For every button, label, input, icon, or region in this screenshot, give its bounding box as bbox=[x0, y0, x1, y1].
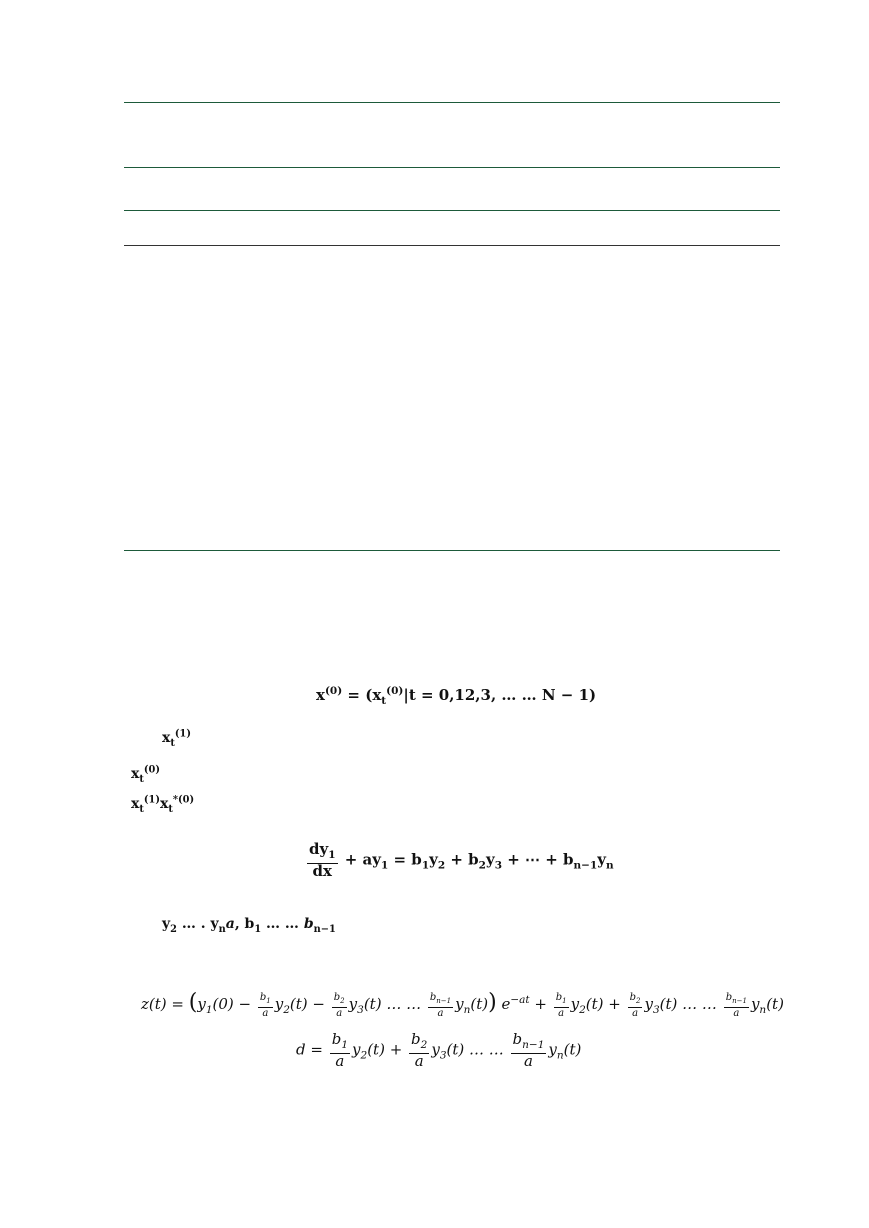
paragraph-4: $y_2$ … . $y_na$, $b_1$ … … $b_{n-1}$ bbox=[162, 916, 336, 935]
equation-6b: d = $\frac{b_1}{a}$ $y_2(t)$ + $\frac{b_2}{a}$ $y_3(t)$ … … $\frac{b_{n-1}}{a}$ $y_n(t)$ bbox=[296, 1030, 582, 1070]
table2-top-rule bbox=[124, 210, 780, 211]
paragraph-2-cont: $x_t^{(0)}$ bbox=[131, 764, 160, 785]
paragraph-2: $x_t^{(1)}$ bbox=[162, 728, 191, 749]
equation-5: $\frac{dy_1}{dx}$ + $ay_1 = b_1y_2 + b_2y_3$ + ⋯ + $b_{n-1}y_n$ bbox=[309, 840, 614, 880]
equation-6a: $z(t) = (y_1(0)$ − $\frac{b_1}{a}$ $y_2(t)$ − $\frac{b_2}{a}$ $y_3(t)$ … … $\frac{b_{n-1}}{a}$ $y_n(t)$) $e^{-at}$ + $\frac{b_1}{a}$ $y_2(t)$ + $\frac{b_2}{a}$ $y_3(t)$ … … $\frac{b_{n-1}}{a}$ $y_n(t)$ bbox=[141, 990, 784, 1019]
table2-header-rule bbox=[124, 245, 780, 246]
paragraph-2-cont2: $x_t^{(1)}x_t^{*(0)}$ bbox=[131, 794, 195, 815]
section-3-1-heading bbox=[133, 608, 149, 626]
equation-4: $x^{(0)} = (x_t^{(0)}|t = 0,12,3$, … … N − 1) bbox=[316, 685, 597, 707]
section-3-heading bbox=[133, 565, 146, 586]
header-rule bbox=[124, 102, 780, 103]
table1-bottom-rule bbox=[124, 167, 780, 168]
table2-bottom-rule bbox=[124, 550, 780, 551]
